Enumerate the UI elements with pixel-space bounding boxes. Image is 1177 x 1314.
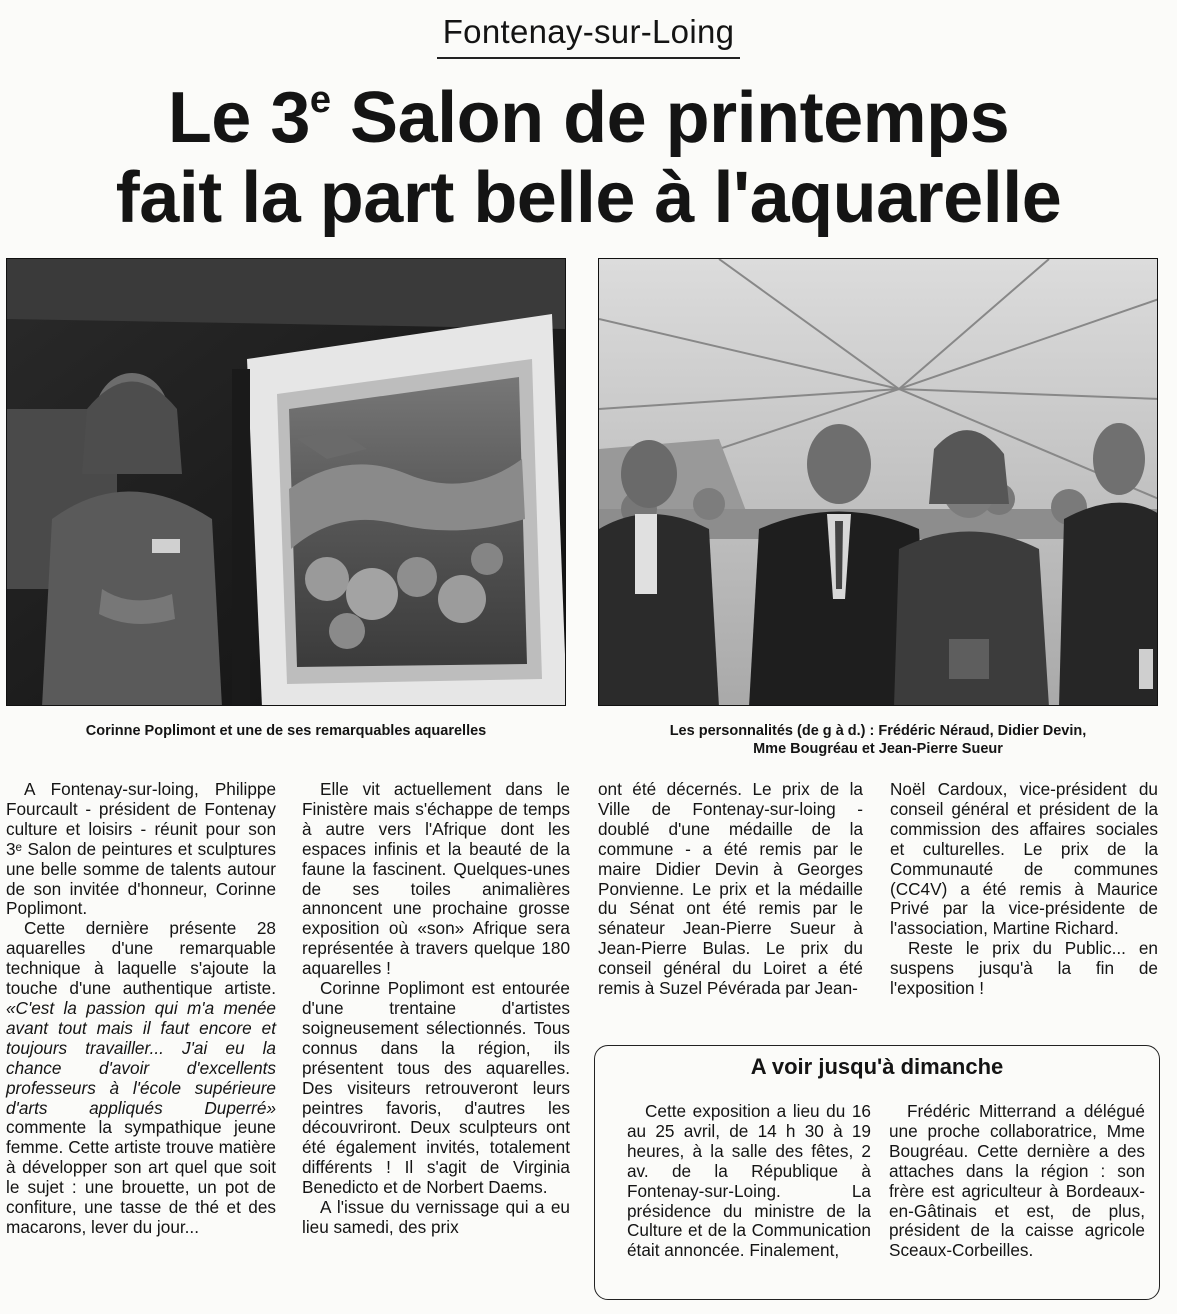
- headline-line2: fait la part belle à l'aquarelle: [115, 158, 1062, 238]
- article-column-1: [6, 780, 276, 1238]
- artist-quote: «C'est la passion qui m'a menée avant tout mais il faut encore et toujours travailler... J'ai eu la chance d'avoir d'excellents professeurs à l'école supérieure d'arts appliqués Duperré»: [6, 997, 276, 1118]
- photo-painter-with-watercolour: [6, 258, 566, 706]
- headline: [0, 78, 1177, 238]
- kicker-wrapper: [0, 10, 1177, 59]
- headline-line1: [168, 78, 1009, 158]
- photo-painter-illustration: [7, 259, 566, 706]
- artist-text-start: Cette dernière présente 28 aquarelles d'une remarquable technique à laquelle s'ajoute la touche d'une authentique artiste.: [6, 918, 276, 999]
- info-box-column-2: [889, 1102, 1145, 1261]
- photo-officials-illustration: [599, 259, 1158, 706]
- headline-line1-start: Le 3: [167, 78, 310, 158]
- headline-line1-end: Salon de printemps: [330, 78, 1010, 158]
- article-paragraph-prizes-start: A l'issue du vernissage qui a eu lieu samedi, des prix: [302, 1197, 570, 1237]
- info-box-paragraph-2: Frédéric Mitterrand a délégué une proche collaboratrice, Mme Bougréau. Cette dernière a des attaches dans la région : son frère est agriculteur à Bordeaux-en-Gâtinais et est, de plus, président de la caisse agricole Sceaux-Corbeilles.: [889, 1101, 1145, 1261]
- article-paragraph-artist: [6, 919, 276, 1238]
- info-box-column-1: [627, 1102, 871, 1261]
- article-paragraph-prizes-end: Noël Cardoux, vice-président du conseil général et président de la commission des affaires sociales et culturelles. Le prix de la Communauté de communes (CC4V) a été remis à Maurice Privé par la vice-présidente de l'association, Martine Richard.: [890, 779, 1158, 939]
- info-box-title: A voir jusqu'à dimanche: [750, 1054, 1004, 1079]
- article-column-3: [598, 780, 863, 999]
- caption-right-line2: Mme Bougréau et Jean-Pierre Sueur: [753, 741, 1003, 757]
- caption-right-line1: Les personnalités (de g à d.) : Frédéric Néraud, Didier Devin,: [669, 723, 1087, 739]
- section-kicker: Fontenay-sur-Loing: [437, 10, 741, 59]
- article-column-4: [890, 780, 1158, 999]
- article-paragraph-intro: A Fontenay-sur-loing, Philippe Fourcault - président de Fontenay culture et loisirs - réunit pour son 3ᵉ Salon de peintures et sculptures une belle somme de talents autour de son invitée d'honneur, Corinne Poplimont.: [6, 779, 276, 919]
- article-paragraph-prizes-cont: ont été décernés. Le prix de la Ville de Fontenay-sur-loing - doublé d'une médaille de la commune - a été remis par le maire Didier Devin à Georges Ponvienne. Le prix et la médaille du Sénat ont été remis par le sénateur Jean-Pierre Sueur à Jean-Pierre Bulas. Le prix du conseil général du Loiret a été remis à Suzel Pévérada par Jean-: [598, 779, 863, 999]
- article-column-2: [302, 780, 570, 1238]
- article-paragraph-public-prize: Reste le prix du Public... en suspens jusqu'à la fin de l'exposition !: [890, 938, 1158, 999]
- info-box: [594, 1045, 1160, 1300]
- article-paragraph-artists: Corinne Poplimont est entourée d'une trentaine d'artistes soigneusement sélectionnés. Tous connus dans la région, ils présentent tous des aquarelles. Des visiteurs retrouveront leurs peintres favoris, d'autres les découvriront. Deux sculpteurs ont été également invités, totalement différents ! Il s'agit de Virginia Benedicto et de Norbert Daems.: [302, 978, 570, 1198]
- article-paragraph-finistere: Elle vit actuellement dans le Finistère mais s'échappe de temps à autre vers l'Afrique dont les espaces infinis et la beauté de la faune la fascinent. Quelques-unes de ses toiles animalières annoncent une prochaine grosse exposition où «son» Afrique sera représentée à travers quelque 180 aquarelles !: [302, 779, 570, 979]
- artist-text-end: commente la sympathique jeune femme. Cette artiste trouve matière à développer son art quel que soit le sujet : une brouette, un pot de confiture, une tasse de thé et des macarons, lever du jour...: [6, 1117, 276, 1237]
- caption-right-photo: [598, 722, 1158, 758]
- photo-officials-under-tent: [598, 258, 1158, 706]
- caption-left-photo: Corinne Poplimont et une de ses remarquables aquarelles: [85, 723, 487, 739]
- headline-superscript: e: [309, 79, 331, 121]
- info-box-paragraph-1: Cette exposition a lieu du 16 au 25 avril, de 14 h 30 à 19 heures, à la salle des fêtes, 2 av. de la République à Fontenay-sur-Loing. La présidence du ministre de la Culture et de la Communication était annoncée. Finalement,: [627, 1101, 871, 1261]
